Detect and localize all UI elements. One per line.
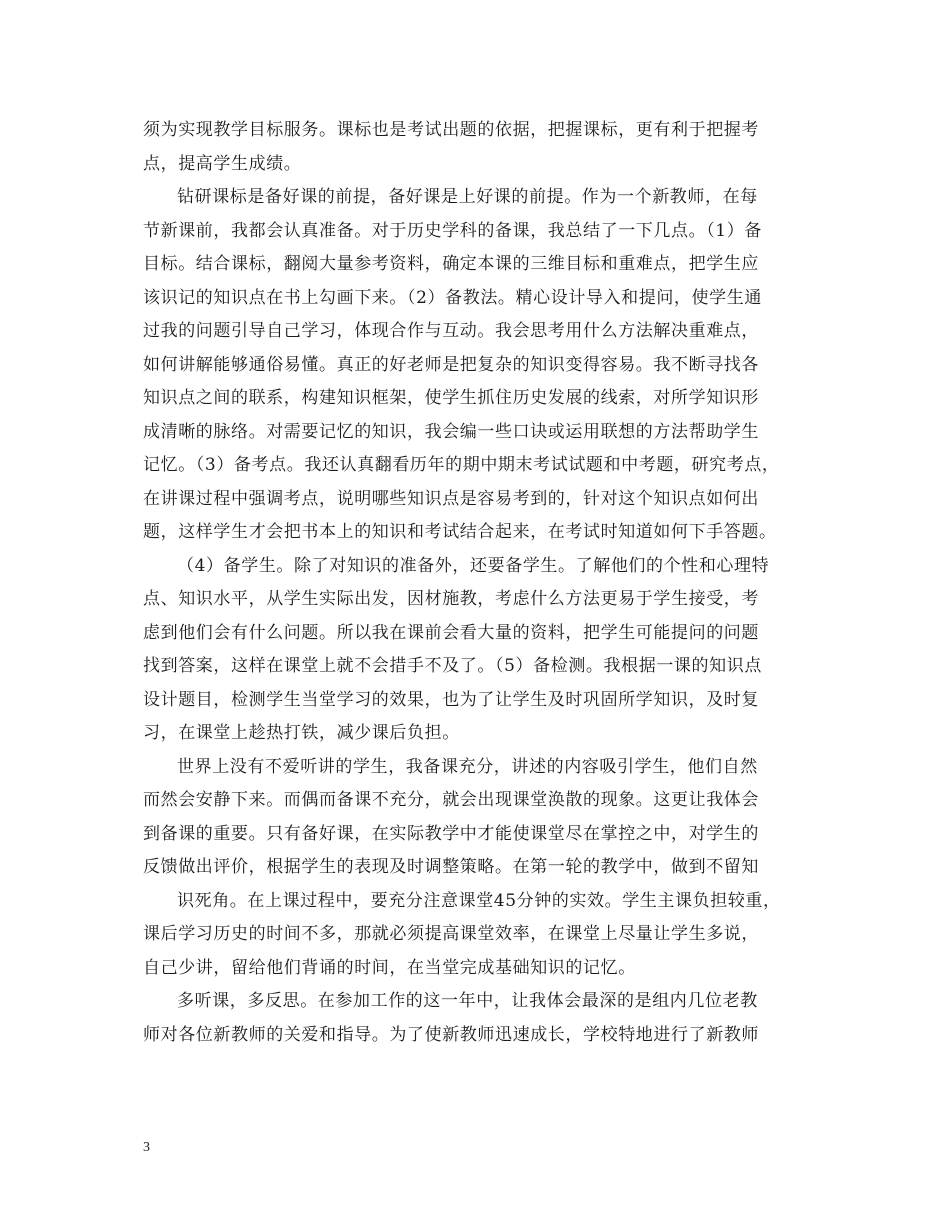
text-line: 点、知识水平，从学生实际出发，因材施教，考虑什么方法更易于学生接受，考 — [143, 589, 759, 609]
text-line: 设计题目，检测学生当堂学习的效果，也为了让学生及时巩固所学知识，及时复 — [143, 689, 759, 710]
page-number: 3 — [143, 1140, 150, 1155]
text-line: 该识记的知识点在书上勾画下来。（2）备教法。精心设计导入和提问，使学生通 — [143, 287, 762, 308]
body-text — [143, 114, 813, 1052]
text-line: 习，在课堂上趁热打铁，减少课后负担。 — [143, 723, 460, 743]
text-line: 自己少讲，留给他们背诵的时间，在当堂完成基础知识的记忆。 — [143, 957, 636, 978]
text-line: 须为实现教学目标服务。课标也是考试出题的依据，把握课标，更有利于把握考 — [143, 120, 759, 140]
text-line: 钻研课标是备好课的前提，备好课是上好课的前提。作为一个新教师，在每 — [177, 187, 758, 207]
text-line: 过我的问题引导自己学习，体现合作与互动。我会思考用什么方法解决重难点， — [143, 321, 759, 341]
text-line: 到备课的重要。只有备好课，在实际教学中才能使课堂尽在掌控之中，对学生的 — [143, 823, 759, 844]
text-line: 世界上没有不爱听讲的学生，我备课充分，讲述的内容吸引学生，他们自然 — [177, 756, 758, 777]
text-line: 成清晰的脉络。对需要记忆的知识，我会编一些口诀或运用联想的方法帮助学生 — [143, 421, 759, 442]
text-line: 课后学习历史的时间不多，那就必须提高课堂效率，在课堂上尽量让学生多说， — [143, 924, 759, 944]
text-line: 题，这样学生才会把书本上的知识和考试结合起来，在考试时知道如何下手答题。 — [143, 522, 777, 542]
text-line: 知识点之间的联系，构建知识框架，使学生抓住历史发展的线索，对所学知识形 — [143, 388, 759, 408]
text-line: 点，提高学生成绩。 — [143, 153, 302, 174]
text-line: 多听课，多反思。在参加工作的这一年中，让我体会最深的是组内几位老教 — [177, 991, 758, 1011]
text-line: 识死角。在上课过程中，要充分注意课堂45分钟的实效。学生主课负担较重， — [177, 890, 781, 911]
text-line: 记忆。（3）备考点。我还认真翻看历年的期中期末考试试题和中考题，研究考点， — [143, 455, 780, 475]
text-line: 师对各位新教师的关爱和指导。为了使新教师迅速成长，学校特地进行了新教师 — [143, 1024, 759, 1045]
text-line: 节新课前，我都会认真准备。对于历史学科的备课，我总结了一下几点。（1）备 — [143, 220, 762, 241]
text-line: 反馈做出评价，根据学生的表现及时调整策略。在第一轮的教学中，做到不留知 — [143, 857, 759, 877]
text-line: 找到答案，这样在课堂上就不会措手不及了。（5）备检测。我根据一课的知识点 — [143, 656, 762, 676]
text-line: 在讲课过程中强调考点，说明哪些知识点是容易考到的，针对这个知识点如何出 — [143, 488, 759, 509]
text-line: 虑到他们会有什么问题。所以我在课前会看大量的资料，把学生可能提问的问题 — [143, 622, 759, 643]
text-line: 目标。结合课标，翻阅大量参考资料，确定本课的三维目标和重难点，把学生应 — [143, 254, 759, 274]
text-line: 如何讲解能够通俗易懂。真正的好老师是把复杂的知识变得容易。我不断寻找各 — [143, 354, 759, 375]
text-line: （4）备学生。除了对知识的准备外，还要备学生。了解他们的个性和心理特 — [177, 555, 770, 576]
text-line: 而然会安静下来。而偶而备课不充分，就会出现课堂涣散的现象。这更让我体会 — [143, 790, 759, 810]
